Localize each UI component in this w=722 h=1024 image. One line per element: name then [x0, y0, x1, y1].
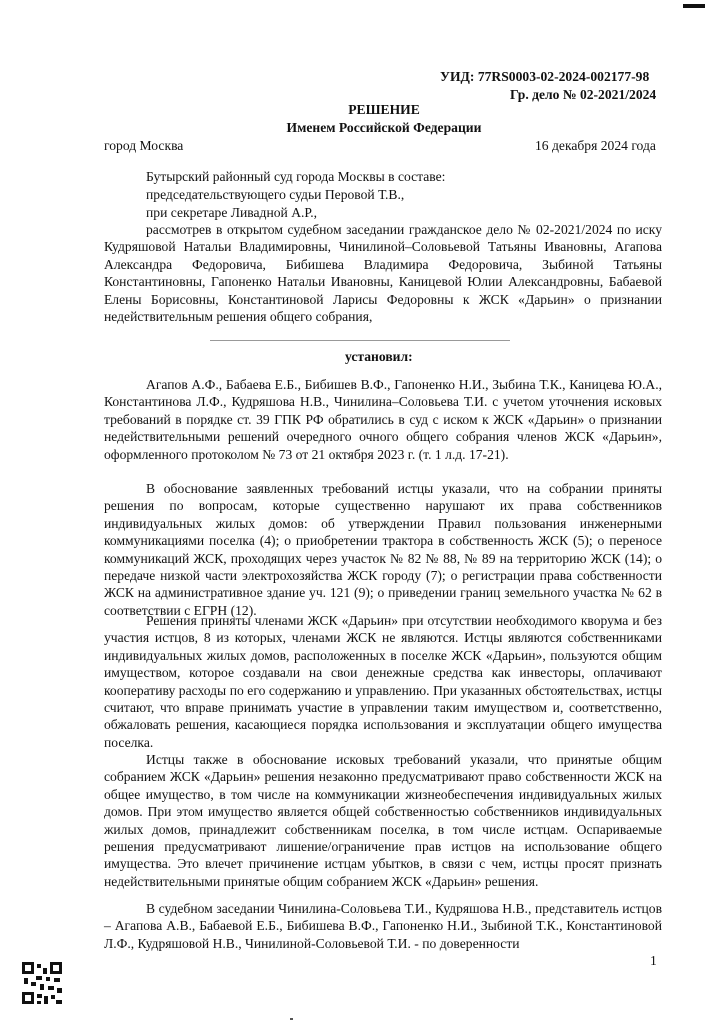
document-title: РЕШЕНИЕ: [348, 102, 420, 117]
court-line-1: Бутырский районный суд города Москвы в составе:: [146, 169, 446, 184]
city: город Москва: [104, 138, 184, 153]
scan-artifact-line: [210, 340, 510, 341]
paragraph-4: Истцы также в обоснование исковых требований указали, что принятые общим собранием ЖСК «Дарьин» решения незаконно предусматривают право собственности ЖСК на общее имущество, в том числе на коммуникации жизнеобеспечения индивидуальных жилых домов. При этом имущество является общей собственностью собственников индивидуальных жилых домов, принадлежит собственникам поселка, в том числе истцам. Оспариваемые решения предусматривают лишение/ограничение прав истцов на использование общего имущества. Это влечет причинение истцам убытков, в связи с чем, истцы просят признать недействительными принятые общим собранием ЖСК «Дарьин» решения.: [104, 752, 662, 889]
case-number: Гр. дело № 02-2021/2024: [510, 87, 657, 102]
document-subtitle: Именем Российской Федерации: [286, 120, 482, 135]
qr-code: [22, 962, 62, 1004]
scan-corner-mark: [683, 4, 705, 8]
court-line-3: при секретаре Ливадной А.Р.,: [146, 205, 318, 220]
paragraph-1: Агапов А.Ф., Бабаева Е.Б., Бибишев В.Ф., Гапоненко Н.И., Зыбина Т.К., Каницева Ю.А., Константинова Л.Ф., Кудряшова Н.В., Чинилина–Соловьева Т.И. с учетом уточнения исковых требований в порядке ст. 39 ГПК РФ обратились в суд с иском к ЖСК «Дарьин» о признании недействительными решений очередного очного общего собрания членов ЖСК «Дарьин», оформленного протоколом № 73 от 21 октября 2023 г. (т. 1 л.д. 17-21).: [104, 377, 662, 462]
case-considered-paragraph: рассмотрев в открытом судебном заседании гражданское дело № 02-2021/2024 по иску Кудряшовой Натальи Владимировны, Чинилиной–Соловьевой Татьяны Ивановны, Агапова Александра Федоровича, Бибишева Владимира Федоровича, Зыбиной Татьяны Константиновны, Гапоненко Натальи Ивановны, Каницевой Юлии Александровны, Бабаевой Елены Борисовны, Константиновой Ларисы Федоровны к ЖСК «Дарьин» о признании недействительным решения общего собрания,: [104, 222, 662, 325]
decision-date: 16 декабря 2024 года: [535, 138, 656, 153]
court-line-2: председательствующего судьи Перовой Т.В.,: [146, 187, 405, 202]
scan-artifact-dot: [290, 1018, 293, 1020]
paragraph-5: В судебном заседании Чинилина-Соловьева Т.И., Кудряшова Н.В., представитель истцов – Агапова А.В., Бабаевой Е.Б., Бибишева В.Ф., Гапоненко Н.И., Зыбиной Т.К., Константиновой Л.Ф., Кудряшовой Н.В., Чинилиной-Соловьевой Т.И. - по доверенности: [104, 901, 662, 951]
established-heading: установил:: [345, 349, 413, 364]
case-uid: УИД: 77RS0003-02-2024-002177-98: [440, 69, 650, 84]
paragraph-2: В обоснование заявленных требований истцы указали, что на собрании приняты решения по вопросам, которые существенно нарушают их права собственников индивидуальных жилых домов: об утверждении Правил пользования инженерными коммуникациями поселка (4); о приобретении трактора в собственность ЖСК (5); о переносе коммуникаций ЖСК, проходящих через участок № 82 № 88, № 89 на территорию ЖСК (14); о передаче низкой части электрохозяйства ЖСК городу (7); о регистрации права собственности ЖСК на административное здание уч. 121 (9); о приведении границ земельного участка № 62 в соответствии с ЕГРН (12).: [104, 481, 662, 618]
page-number: 1: [650, 953, 657, 968]
paragraph-3: Решения приняты членами ЖСК «Дарьин» при отсутствии необходимого кворума и без участия истцов, 8 из которых, членами ЖСК не являются. Истцы являются собственниками индивидуальных жилых домов, расположенных в поселке ЖСК «Дарьин», пользуются общим имуществом, которое создавали на свои денежные средства как инвесторы, оплачивают кооперативу расходы по его содержанию и управлению. При указанных обстоятельствах, истцы считают, что вправе принимать участие в управлении таким имуществом и, соответственно, обжаловать решения, касающиеся порядка использования и эксплуатации общего имущества поселка.: [104, 613, 662, 750]
